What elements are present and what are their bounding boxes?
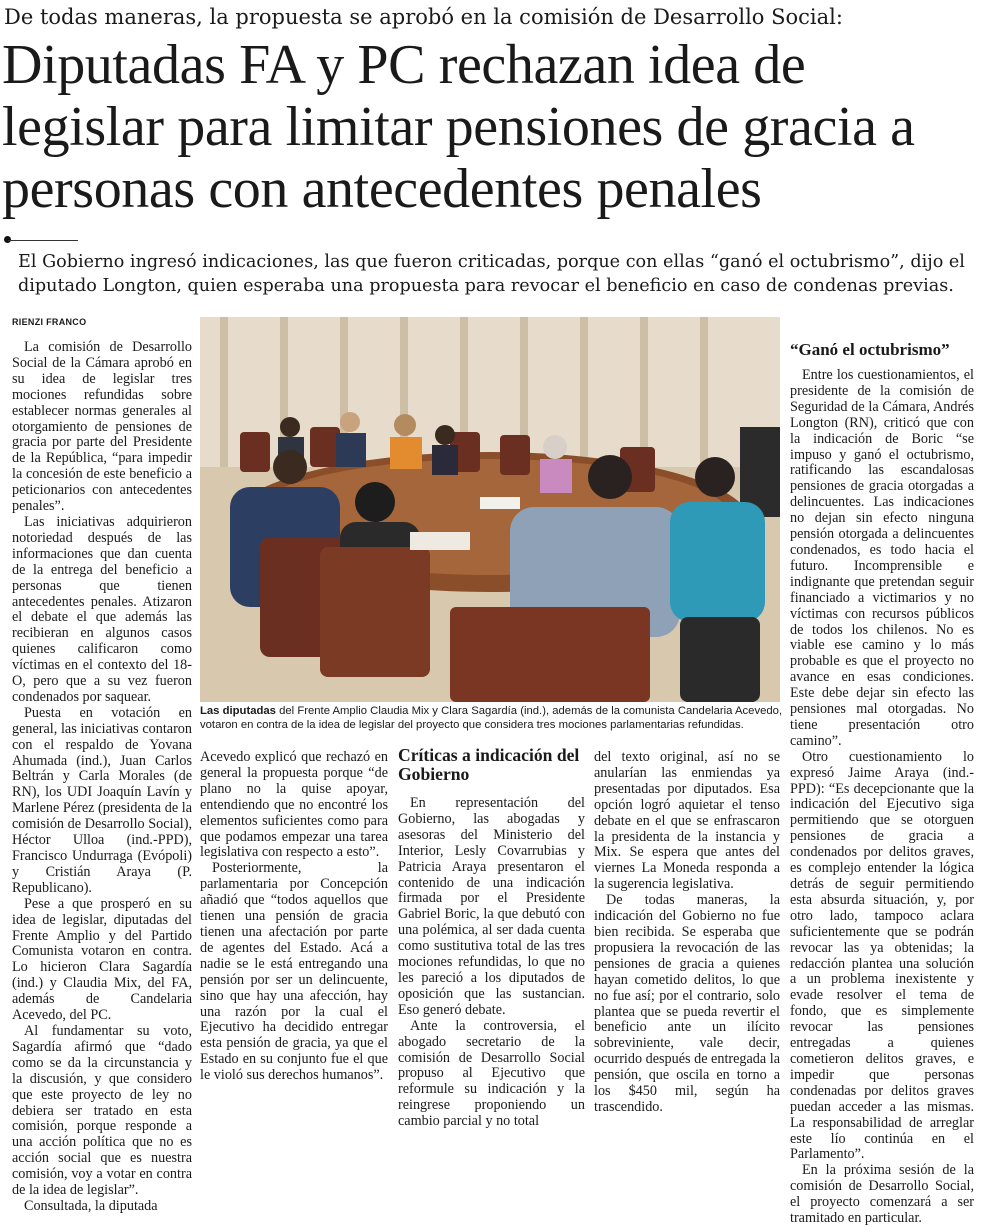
column-2: [200, 749, 388, 1084]
paragraph: Pese a que prosperó en su idea de legislar, diputadas del Frente Amplio y del Partido Comunista votaron en contra. Lo hicieron Clara Sagardía (ind.) y Claudia Mix, del FA, además de Candelaria Acevedo, del PC.: [12, 895, 192, 1024]
caption-lead: Las diputadas: [200, 705, 276, 717]
column-4: [594, 749, 780, 1115]
byline: RIENZI FRANCO: [12, 317, 87, 327]
paragraph: En representación del Gobierno, las abogadas y asesoras del Ministerio del Interior, Lesly Covarrubias y Patricia Araya presentaron el contenido de una indicación firmada por el Presidente Gabriel Boric, la que debutó con una polémica, al ser dada cuenta como sustitutiva total de las tres mociones refundidas, lo que no les pareció a los diputados de oposición que las sustancian. Eso generó debate.: [398, 795, 585, 1018]
paragraph: En la próxima sesión de la comisión de Desarrollo Social, el proyecto comenzará a ser tramitado en particular.: [790, 1162, 974, 1227]
subheadline: El Gobierno ingresó indicaciones, las que fueron criticadas, porque con ellas “ganó el octubrismo”, dijo el diputado Longton, quien esperaba una propuesta para revocar el beneficio en caso de condenas previas.: [18, 252, 965, 296]
column-1: [12, 339, 192, 1214]
column-3: [398, 745, 585, 1130]
meeting-room-photo: [200, 317, 780, 702]
kicker: De todas maneras, la propuesta se aprobó en la comisión de Desarrollo Social:: [4, 5, 843, 29]
paragraph: del texto original, así no se anularían las enmiendas ya presentadas por diputados. Esa opción logró aquietar el tenso debate en el que se enfrascaron la presidenta de la instancia y Mix. Se espera que antes del viernes La Moneda responda a la sugerencia legislativa.: [594, 749, 780, 893]
headline: Diputadas FA y PC rechazan idea de legislar para limitar pensiones de gracia a personas con antecedentes penales: [2, 34, 915, 220]
paragraph: Al fundamentar su voto, Sagardía afirmó que “dado como se da la circunstancia y la discusión, y que considero que este proyecto de ley no debiera ser tratado en esta comisión, porque responde a una acción política que no es acción social que es nuestra comisión, voy a votar en contra de la idea de legislar”.: [12, 1022, 192, 1199]
paragraph: Otro cuestionamiento lo expresó Jaime Araya (ind.-PPD): “Es decepcionante que la indicación del Ejecutivo siga permitiendo que se otorguen pensiones de gracia a condenados por delitos graves, es complejo entender la lógica detrás de seguir permitiendo esta absurda situación, y, por otro lado, tampoco aclara suficientemente que se podrán revocar las ya obtenidas; la redacción plantea una solución a un problema inexistente y evade resolver el tema de fondo, que es simplemente revocar las pensiones entregadas a quienes cometieron delitos graves, e impedir que personas condenadas por delitos graves puedan acceder a las mismas. La responsabilidad de arreglar este lío continúa en el Parlamento”.: [790, 748, 974, 1163]
news-photo: [200, 317, 780, 702]
paragraph: Puesta en votación en general, las iniciativas contaron con el respaldo de Yovana Ahumada (ind.), Juan Carlos Beltrán y Carla Morales (de RN), los UDI Joaquín Lavín y Marlene Pérez (presidenta de la comisión de Desarrollo Social), Héctor Ulloa (ind.-PPD), Francisco Undurraga (Evópoli) y Cristián Araya (P. Republicano).: [12, 704, 192, 896]
paragraph: Ante la controversia, el abogado secretario de la comisión de Desarrollo Social propuso al Ejecutivo que reformule su indicación y la reingrese proponiendo un cambio parcial y no total: [398, 1017, 585, 1130]
paragraph: Posteriormente, la parlamentaria por Concepción añadió que “todos aquellos que tienen una pensión de gracia tienen una afectación por parte de agentes del Estado. Acá a nadie se le está entregando una pensión por ser un delincuente, sino que hay una afección, hay una razón por la cual el Ejecutivo ha decidido entregar esta pensión de gracia, ya que el Estado en su conjunto fue el que le violó sus derechos humanos”.: [200, 860, 388, 1084]
photo-caption: [200, 704, 785, 732]
section-title: Críticas a indicación del Gobierno: [398, 745, 580, 784]
paragraph: Entre los cuestionamientos, el presidente de la comisión de Seguridad de la Cámara, Andrés Longton (RN), criticó que con la indicación de Boric “se impuso y ganó el octubrismo, ratificando las escandalosas pensiones de gracia otorgadas a delincuentes. Las indicaciones no dejan sin efecto ninguna pensión otorgada a delincuentes condenados, es todo hacia el futuro. Incomprensible e indignante que pretendan seguir financiado a victimarios y no víctimas con recursos públicos de todos los chilenos. No es viable ese camino y lo más probable es que el proyecto no avance en esas condiciones. Este debe dejar sin efecto las pensiones mal otorgadas. No tiene presentación otro camino”.: [790, 367, 974, 749]
paragraph: Acevedo explicó que rechazó en general la propuesta porque “de plano no la quise apoyar, entendiendo que no encontré los elementos suficientes como para que podamos empezar una tarea legislativa con respecto a esto”.: [200, 749, 388, 861]
divider: [8, 240, 78, 241]
column-5: [790, 340, 974, 1227]
section-title: “Ganó el octubrismo”: [790, 340, 950, 359]
paragraph: Las iniciativas adquirieron notoriedad después de las informaciones que dan cuenta de la entrega del beneficio a personas que tienen antecedentes penales. Atizaron el debate el que además las recibieran en algunos casos quienes calificaron como víctimas en el contexto del 18-O, pero que a su vez fueron condenados por saquear.: [12, 513, 192, 705]
paragraph: Consultada, la diputada: [24, 1197, 158, 1214]
paragraph: De todas maneras, la indicación del Gobierno no fue bien recibida. Se esperaba que propusiera la revocación de las pensiones de gracia a quienes hayan cometido delitos, lo que no fue así; por el contrario, solo plantea que se pueda revertir el beneficio ante un ilícito sobreviniente, vale decir, ocurrido después de entregada la pensión, que oscila en torno a los $450 mil, según ha trascendido.: [594, 892, 780, 1115]
paragraph: La comisión de Desarrollo Social de la Cámara aprobó en su idea de legislar tres mociones refundidas sobre establecer normas generales al otorgamiento de pensiones de gracia por parte del Presidente de la República, “para impedir la concesión de este beneficio a peticionarios con antecedentes penales”.: [12, 339, 192, 515]
caption-text: del Frente Amplio Claudia Mix y Clara Sagardía (ind.), además de la comunista Candelaria Acevedo, votaron en contra de la idea de legislar del proyecto que considera tres mociones parlamentarias refundidas.: [200, 705, 783, 731]
